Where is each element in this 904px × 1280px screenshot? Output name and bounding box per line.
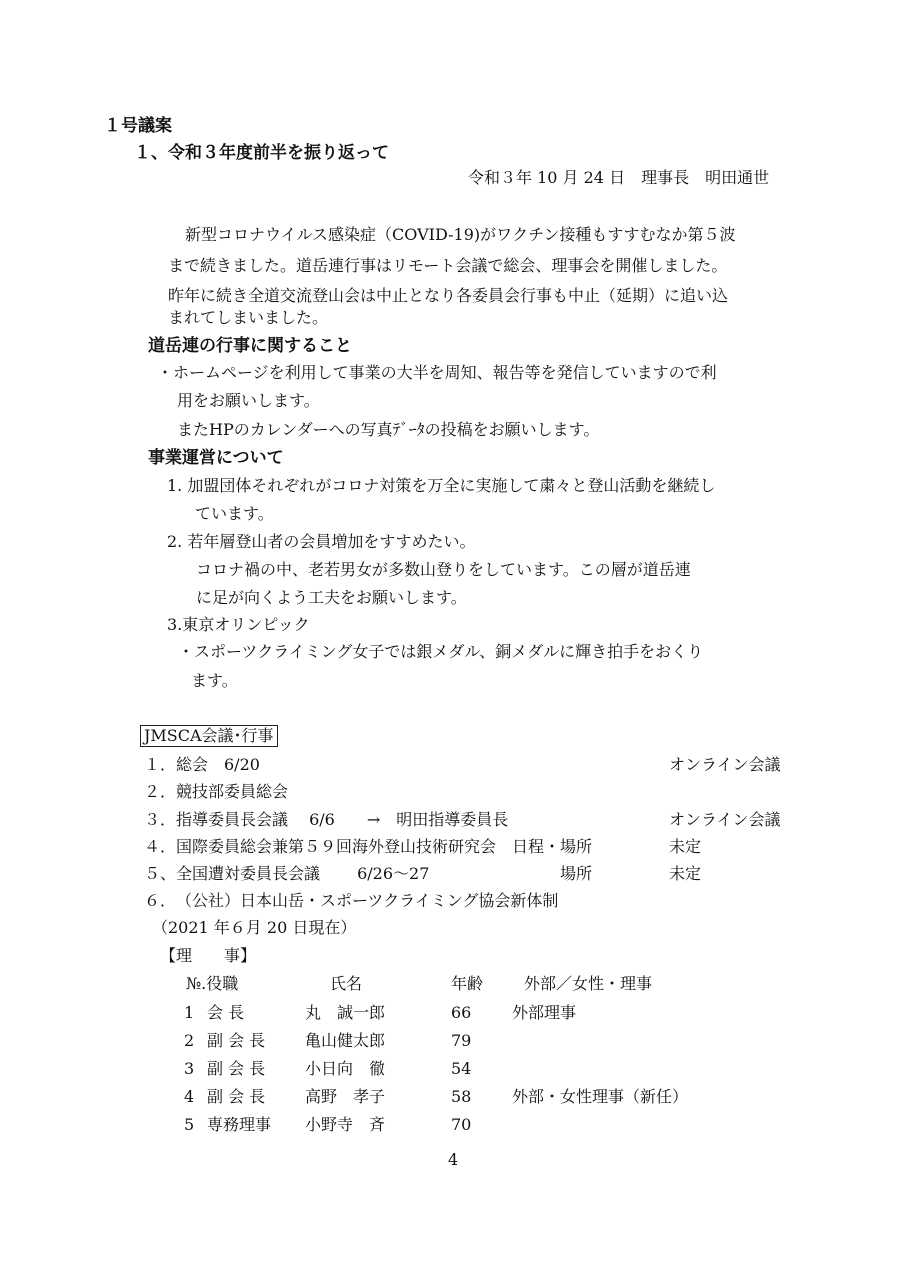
- heading: １号議案: [104, 116, 172, 136]
- intro-line-4: まれてしまいました。: [168, 308, 329, 327]
- row-age: 58: [451, 1087, 472, 1106]
- row-no: 4: [184, 1087, 195, 1106]
- row-age: 54: [451, 1059, 472, 1078]
- operations-item-2: 2. 若年層登山者の会員増加をすすめたい。: [167, 532, 476, 551]
- jmsca-row-4-text: 国際委員総会兼第５９回海外登山技術研究会 日程・場所: [176, 837, 593, 856]
- jmsca-label: JMSCA会議･行事: [140, 725, 278, 747]
- row-no: 5: [184, 1115, 195, 1134]
- jmsca-row-5-text: 全国遭対委員長会議 6/26～27: [176, 864, 430, 883]
- section1-line-1: ・ホームページを利用して事業の大半を周知、報告等を発信していますので利: [157, 363, 717, 382]
- row-name: 丸 誠一郎: [305, 1003, 386, 1022]
- row-role: 専務理事: [207, 1115, 272, 1134]
- table-header-age: 年齢: [451, 974, 484, 993]
- row-role: 会 長: [207, 1003, 245, 1022]
- jmsca-row-6-num: ６．: [144, 891, 177, 910]
- section-title-operations: 事業運営について: [148, 448, 284, 468]
- jmsca-row-4-right: 未定: [669, 837, 702, 856]
- row-age: 66: [451, 1003, 472, 1022]
- row-role: 副 会 長: [207, 1059, 266, 1078]
- row-note: 外部・女性理事（新任）: [512, 1087, 689, 1106]
- row-name: 小野寺 斉: [305, 1115, 386, 1134]
- operations-item-1-cont: ています。: [195, 504, 274, 523]
- jmsca-row-1-right: オンライン会議: [669, 755, 781, 774]
- row-name: 小日向 徹: [305, 1059, 386, 1078]
- jmsca-row-2-text: 競技部委員総会: [176, 782, 289, 801]
- jmsca-row-1-num: １．: [144, 755, 177, 774]
- jmsca-row-1-text: 総会 6/20: [176, 755, 260, 774]
- table-header-name: 氏名: [330, 974, 363, 993]
- section1-line-3: またHPのカレンダーへの写真ﾃﾞｰﾀの投稿をお願いします。: [177, 420, 600, 439]
- row-no: 1: [184, 1003, 195, 1022]
- row-role: 副 会 長: [207, 1031, 266, 1050]
- jmsca-row-3-right: オンライン会議: [669, 810, 781, 829]
- row-name: 亀山健太郎: [305, 1031, 386, 1050]
- row-role: 副 会 長: [207, 1087, 266, 1106]
- section-title-events: 道岳連の行事に関すること: [148, 336, 352, 356]
- table-header-role: №.役職: [186, 974, 239, 993]
- board-label: 【理 事】: [160, 946, 257, 965]
- page-number: 4: [448, 1150, 459, 1169]
- row-age: 70: [451, 1115, 472, 1134]
- jmsca-row-3-text: 指導委員長会議 6/6 → 明田指導委員長: [176, 810, 509, 829]
- section1-line-2: 用をお願いします。: [177, 391, 320, 410]
- operations-item-3: 3.東京オリンピック: [167, 615, 310, 634]
- operations-item-3-bullet-cont: ます。: [191, 671, 238, 690]
- row-no: 2: [184, 1031, 195, 1050]
- operations-item-2-line-3: に足が向くよう工夫をお願いします。: [196, 588, 467, 607]
- jmsca-row-4-num: ４．: [144, 837, 177, 856]
- jmsca-row-3-num: ３．: [144, 810, 177, 829]
- table-header-note: 外部／女性・理事: [524, 974, 653, 993]
- intro-line-2: まで続きました。道岳連行事はリモート会議で総会、理事会を開催しました。: [168, 256, 728, 275]
- jmsca-row-2-num: ２．: [144, 782, 177, 801]
- row-name: 高野 孝子: [305, 1087, 386, 1106]
- jmsca-row-5-num: ５、: [144, 864, 177, 883]
- subheading: １、令和３年度前半を振り返って: [134, 143, 389, 163]
- row-note: 外部理事: [512, 1003, 577, 1022]
- jmsca-row-5-mid: 場所: [560, 864, 593, 883]
- operations-item-2-line-2: コロナ禍の中、老若男女が多数山登りをしています。この層が道岳連: [196, 560, 691, 579]
- row-no: 3: [184, 1059, 195, 1078]
- date-author: 令和３年 10 月 24 日 理事長 明田通世: [468, 168, 770, 187]
- jmsca-row-6-text: （公社）日本山岳・スポーツクライミング協会新体制: [176, 891, 559, 910]
- jmsca-row-5-right: 未定: [669, 864, 702, 883]
- as-of-date: （2021 年６月 20 日現在）: [152, 918, 357, 937]
- operations-item-3-bullet: ・スポーツクライミング女子では銀メダル、銅メダルに輝き拍手をおくり: [178, 642, 704, 661]
- operations-item-1: 1. 加盟団体それぞれがコロナ対策を万全に実施して粛々と登山活動を継続し: [167, 476, 716, 495]
- intro-line-3: 昨年に続き全道交流登山会は中止となり各委員会行事も中止（延期）に追い込: [168, 286, 729, 305]
- row-age: 79: [451, 1031, 472, 1050]
- intro-line-1: 新型コロナウイルス感染症（COVID-19)がワクチン接種もすすむなか第５波: [185, 225, 736, 244]
